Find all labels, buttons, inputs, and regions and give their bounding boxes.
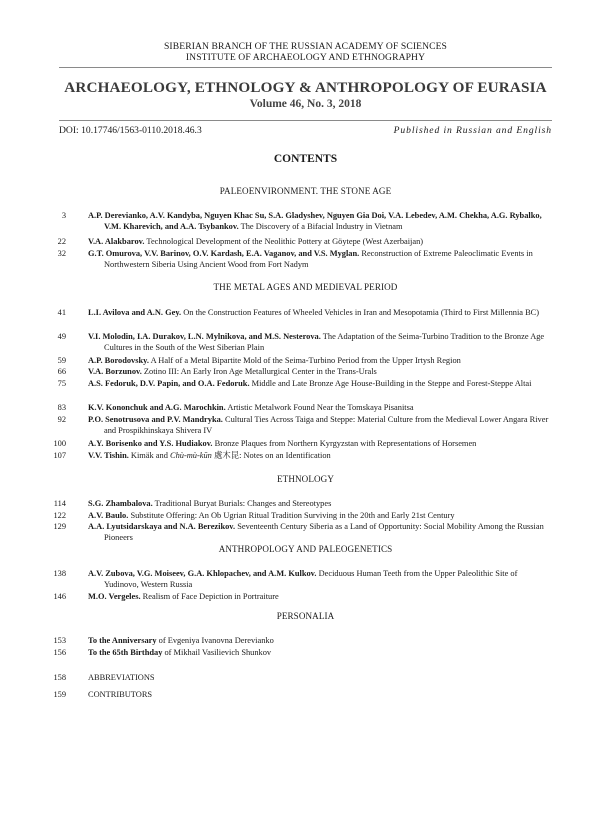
page-number: 66 <box>57 367 66 376</box>
page-number: 100 <box>53 439 66 448</box>
entry-authors: A.P. Derevianko, A.V. Kandyba, Nguyen Khac Su, S.A. Gladyshev, Nguyen Gia Doi, V.A. Lebedev, A.M. Chekha, A.G. Rybalko, V.M. Kharevich, and A.A. Tsybankov. <box>88 211 542 232</box>
page-number: 49 <box>57 332 66 341</box>
toc-entry[interactable] <box>40 510 553 521</box>
entry-title: CONTRIBUTORS <box>88 690 153 699</box>
entry-authors: V.V. Tishin. <box>88 451 129 460</box>
entry-title: Cultural Ties Across Taiga and Steppe: Material Culture from the Medieval Lower Angara River and Prospikhinskaya Shivera IV <box>104 415 549 436</box>
entry-authors: P.O. Senotrusova and P.V. Mandryka. <box>88 415 223 424</box>
doi: DOI: 10.17746/1563-0110.2018.46.3 <box>59 125 202 136</box>
toc-entry[interactable] <box>40 236 553 247</box>
page-number: 75 <box>57 379 66 388</box>
toc-entry[interactable] <box>40 635 553 646</box>
page-number: 114 <box>53 499 66 508</box>
page-number: 3 <box>61 211 66 220</box>
entry-title: ABBREVIATIONS <box>88 673 155 682</box>
entry-authors: A.Y. Borisenko and Y.S. Hudiakov. <box>88 439 213 448</box>
toc-entry[interactable] <box>40 378 553 389</box>
toc-entry[interactable] <box>40 331 553 354</box>
page-number: 22 <box>57 237 66 246</box>
section-heading: PALEOENVIRONMENT. THE STONE AGE <box>219 186 392 196</box>
toc-entry[interactable] <box>40 366 553 377</box>
entry-title: Realism of Face Depiction in Portraiture <box>140 592 279 601</box>
org-line-1: SIBERIAN BRANCH OF THE RUSSIAN ACADEMY OF SCIENCES <box>164 41 447 52</box>
entry-title-italic: Chù-mù-kūn <box>170 451 212 460</box>
journal-title: ARCHAEOLOGY, ETHNOLOGY & ANTHROPOLOGY OF EURASIA <box>64 79 547 96</box>
entry-title: Middle and Late Bronze Age House-Building in the Steppe and Forest-Steppe Altai <box>249 379 532 388</box>
entry-title: Reconstruction of Extreme Paleoclimatic Events in Northwestern Siberia Using Ancient Wood from Fort Nadym <box>104 249 533 270</box>
toc-entry[interactable] <box>40 521 553 544</box>
page-number: 159 <box>53 690 66 699</box>
entry-title: On the Construction Features of Wheeled Vehicles in Iran and Mesopotamia (Third to First Millennia BC) <box>181 308 540 317</box>
entry-title: of Mikhail Vasilievich Shunkov <box>162 648 272 657</box>
page-number: 156 <box>53 648 66 657</box>
toc-entry[interactable] <box>40 355 553 366</box>
entry-title-part: 處木昆: Notes on an Identification <box>211 451 331 460</box>
toc-entry-abbreviations[interactable] <box>40 672 553 683</box>
entry-title-part: Kimäk and <box>128 451 170 460</box>
page-number: 158 <box>53 673 66 682</box>
page-number: 59 <box>57 356 66 365</box>
entry-authors: To the 65th Birthday <box>88 648 163 657</box>
page-number: 153 <box>53 636 66 645</box>
entry-title: of Evgeniya Ivanovna Derevianko <box>156 636 274 645</box>
entry-authors: A.S. Fedoruk, D.V. Papin, and O.A. Fedoruk. <box>88 379 250 388</box>
entry-authors: M.O. Vergeles. <box>88 592 141 601</box>
divider-top <box>59 67 552 68</box>
toc-entry[interactable] <box>40 307 553 318</box>
entry-authors: V.I. Molodin, I.A. Durakov, L.N. Mylnikova, and M.S. Nesterova. <box>88 332 321 341</box>
org-line-2: INSTITUTE OF ARCHAEOLOGY AND ETHNOGRAPHY <box>185 52 426 63</box>
entry-title: Zotino III: An Early Iron Age Metallurgical Center in the Trans-Urals <box>141 367 377 376</box>
page-number: 146 <box>53 592 66 601</box>
section-heading: PERSONALIA <box>276 611 335 621</box>
entry-authors: A.A. Lyutsidarskaya and N.A. Berezikov. <box>88 522 236 531</box>
toc-entry[interactable] <box>40 450 553 461</box>
entry-title: The Discovery of a Bifacial Industry in Vietnam <box>238 222 403 232</box>
toc-entry-contributors[interactable] <box>40 689 553 700</box>
page-number: 92 <box>57 415 66 424</box>
page-number: 107 <box>53 451 66 460</box>
entry-title: A Half of a Metal Bipartite Mold of the Seima-Turbino Period from the Upper Irtysh Region <box>148 356 461 365</box>
page-number: 32 <box>57 249 66 258</box>
entry-authors: L.I. Avilova and A.N. Gey. <box>88 308 182 317</box>
divider-bottom <box>59 120 552 121</box>
toc-entry[interactable] <box>40 248 553 271</box>
entry-authors: G.T. Omurova, V.V. Barinov, O.V. Kardash, E.A. Vaganov, and V.S. Myglan. <box>88 249 360 258</box>
toc-entry[interactable] <box>40 647 553 658</box>
entry-title: The Adaptation of the Seima-Turbino Tradition to the Bronze Age Cultures in the South of the West Siberian Plain <box>104 332 545 353</box>
toc-entry[interactable] <box>40 210 553 233</box>
toc-entry[interactable] <box>40 568 553 591</box>
entry-authors: To the Anniversary <box>88 636 157 645</box>
entry-title: Traditional Buryat Burials: Changes and Stereotypes <box>152 499 332 508</box>
entry-authors: V.A. Alakbarov. <box>88 237 145 246</box>
entry-authors: K.V. Kononchuk and A.G. Marochkin. <box>88 403 226 412</box>
entry-authors: A.V. Baulo. <box>88 511 129 520</box>
entry-title: Substitute Offering: An Ob Ugrian Ritual Tradition Surviving in the 20th and Early 21st Century <box>128 511 455 520</box>
toc-entry[interactable] <box>40 402 553 413</box>
entry-authors: V.A. Borzunov. <box>88 367 142 376</box>
entry-title: Bronze Plaques from Northern Kyrgyzstan with Representations of Horsemen <box>212 439 477 448</box>
page-number: 122 <box>53 511 66 520</box>
toc-entry[interactable] <box>40 414 553 437</box>
entry-title: Deciduous Human Teeth from the Upper Paleolithic Site of Yudinovo, Western Russia <box>104 569 518 590</box>
section-heading: THE METAL AGES AND MEDIEVAL PERIOD <box>213 282 398 292</box>
volume-info: Volume 46, No. 3, 2018 <box>249 98 362 110</box>
contents-heading: CONTENTS <box>273 153 338 165</box>
toc-entry[interactable] <box>40 591 553 602</box>
page-number: 129 <box>53 522 66 531</box>
entry-title: Technological Development of the Neolithic Pottery at Göytepe (West Azerbaijan) <box>144 237 424 246</box>
page-number: 83 <box>57 403 66 412</box>
entry-authors: A.V. Zubova, V.G. Moiseev, G.A. Khlopachev, and A.M. Kulkov. <box>88 569 317 578</box>
toc-entry[interactable] <box>40 438 553 449</box>
published-note: Published in Russian and English <box>393 125 552 136</box>
entry-authors: S.G. Zhambalova. <box>88 499 153 508</box>
entry-authors: A.P. Borodovsky. <box>88 356 149 365</box>
toc-entry[interactable] <box>40 498 553 509</box>
page-number: 41 <box>57 308 66 317</box>
entry-title: Seventeenth Century Siberia as a Land of Opportunity: Social Mobility Among the Russian Pioneers <box>104 522 544 543</box>
page-number: 138 <box>53 569 66 578</box>
section-heading: ETHNOLOGY <box>277 474 334 484</box>
section-heading: ANTHROPOLOGY AND PALEOGENETICS <box>218 544 393 554</box>
entry-title: Artistic Metalwork Found Near the Tomskaya Pisanitsa <box>225 403 414 412</box>
